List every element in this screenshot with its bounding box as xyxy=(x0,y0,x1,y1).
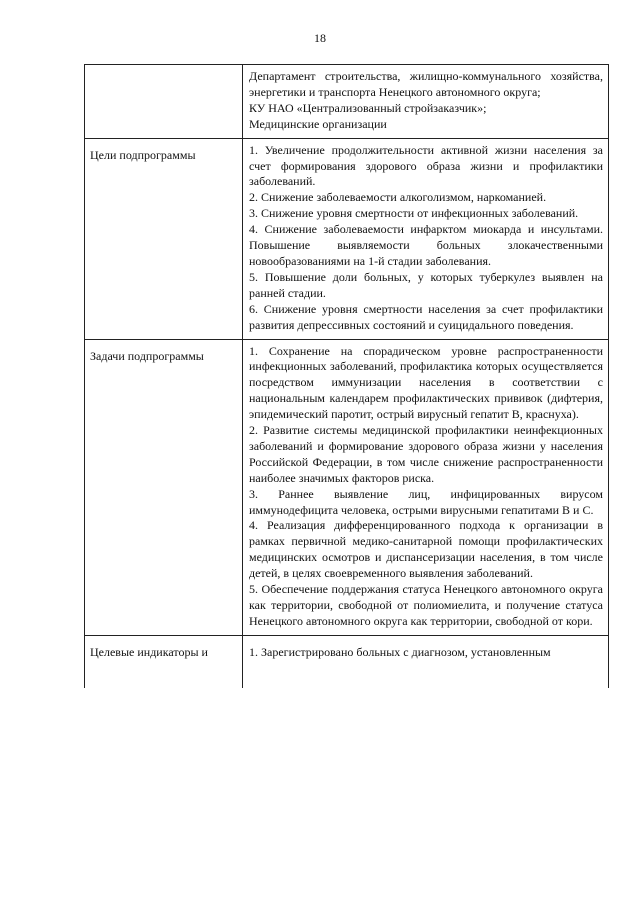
paragraph: КУ НАО «Централизованный стройзаказчик»; xyxy=(249,100,487,115)
paragraph: 4. Реализация дифференцированного подхода к организации в рамках первичной медико-санитарной помощи профилактических медицинских осмотров и диспансеризации населения, в том числе детей, в целях своевременного выявления заболеваний. xyxy=(249,518,603,581)
row-content xyxy=(243,339,609,635)
table-row-executors xyxy=(85,65,609,139)
row-label: Целевые индикаторы и xyxy=(85,635,243,688)
row-label: Задачи подпрограммы xyxy=(85,339,243,635)
table-row-tasks xyxy=(85,339,609,635)
paragraph: Медицинские организации xyxy=(249,116,387,131)
paragraph: 3. Снижение уровня смертности от инфекционных заболеваний. xyxy=(249,206,579,221)
row-content xyxy=(243,635,609,688)
row-label xyxy=(85,65,243,139)
paragraph: Департамент строительства, жилищно-коммунального хозяйства, энергетики и транспорта Ненецкого автономного округа; xyxy=(249,69,603,99)
paragraph: 2. Развитие системы медицинской профилактики неинфекционных заболеваний и формирование здорового образа жизни у населения Российской Федерации, в том числе снижение распространенности наиболее значимых факторов риска. xyxy=(249,423,603,485)
paragraph: 2. Снижение заболеваемости алкоголизмом, наркоманией. xyxy=(249,190,547,205)
row-content xyxy=(243,138,609,339)
program-passport-table xyxy=(84,64,609,688)
paragraph: 1. Увеличение продолжительности активной жизни населения за счет формирования здорового образа жизни и профилактики заболеваний. xyxy=(249,142,603,189)
row-label: Цели подпрограммы xyxy=(85,138,243,339)
page-number: 18 xyxy=(314,31,326,45)
table-row-goals xyxy=(85,138,609,339)
paragraph: 4. Снижение заболеваемости инфарктом миокарда и инсультами. Повышение выявляемости больных злокачественными новообразованиями на 1-й стадии заболевания. xyxy=(249,222,603,268)
paragraph: 3. Раннее выявление лиц, инфицированных вирусом иммунодефицита человека, острыми вирусными гепатитами В и С. xyxy=(249,486,603,517)
paragraph: 1. Зарегистрировано больных с диагнозом, установленным xyxy=(249,644,551,659)
paragraph: 5. Повышение доли больных, у которых туберкулез выявлен на ранней стадии. xyxy=(249,269,603,300)
paragraph: 5. Обеспечение поддержания статуса Ненецкого автономного округа как территории, свободной от полиомиелита, и получение статуса Ненецкого автономного округа как территории, свободной от кори. xyxy=(249,582,603,628)
paragraph: 6. Снижение уровня смертности населения за счет профилактики развития депрессивных состояний и суицидального поведения. xyxy=(249,301,603,332)
table-row-indicators xyxy=(85,635,609,688)
paragraph: 1. Сохранение на спорадическом уровне распространенности инфекционных заболеваний, профилактика которых осуществляется посредством иммунизации населения в соответствии с национальным календарем профилактических прививок (дифтерия, эпидемический паротит, острый вирусный гепатит В, краснуха). xyxy=(249,343,603,422)
row-content xyxy=(243,65,609,139)
